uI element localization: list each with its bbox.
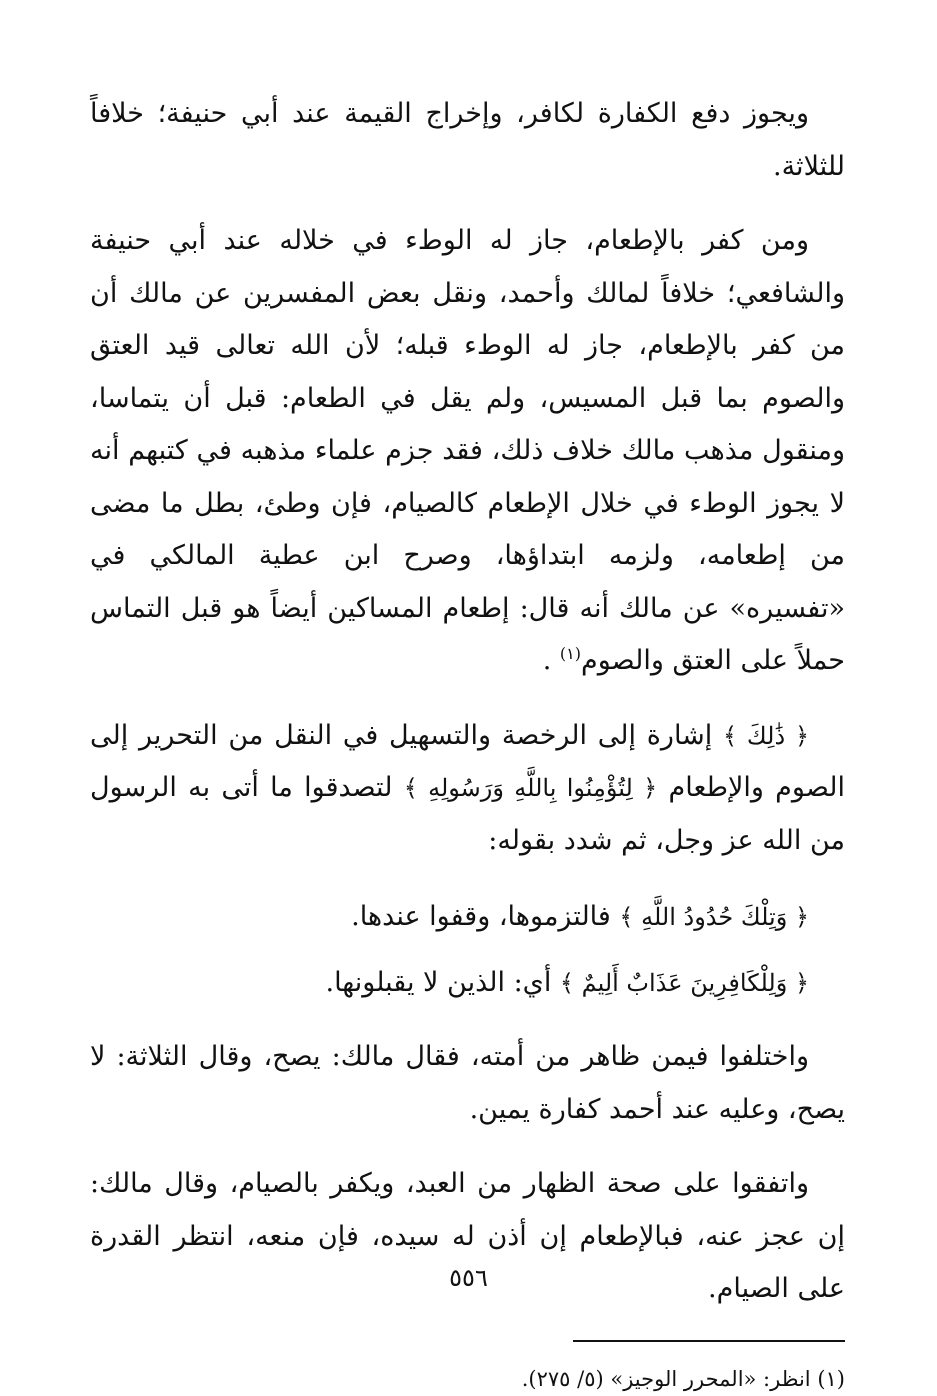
- page-body: [90, 88, 845, 1396]
- quran-verse-kafirin: وَلِلْكَافِرِينَ عَذَابٌ أَلِيمٌ: [573, 969, 795, 997]
- footnote: [90, 1362, 845, 1396]
- footnote-divider: [573, 1340, 845, 1342]
- page-number: ٥٥٦: [449, 1264, 488, 1292]
- verse-line-1: [90, 889, 845, 945]
- paragraph-1: [90, 88, 845, 193]
- paragraph-3-text-b: لتصدقوا ما أتى به الرسول من الله عز وجل، ثم شدد بقوله:: [90, 772, 845, 856]
- quran-bracket-open: ﴿: [794, 903, 809, 931]
- quran-bracket-open: ﴿: [794, 721, 809, 750]
- paragraph-3-text-a: إشارة إلى الرخصة والتسهيل في النقل من التحرير إلى الصوم والإطعام: [90, 719, 845, 803]
- paragraph-4: [90, 1031, 845, 1136]
- quran-bracket-close: ﴾: [723, 721, 738, 750]
- paragraph-2-end: .: [542, 645, 560, 676]
- footnote-text: انظر: «المحرر الوجيز» (٥/ ٢٧٥).: [521, 1366, 818, 1391]
- quran-bracket-open: ﴿: [643, 774, 658, 802]
- quran-bracket-close: ﴾: [619, 903, 634, 931]
- paragraph-3: [90, 710, 845, 868]
- footnote-reference[interactable]: (١): [559, 644, 582, 663]
- footnote-marker: (١): [817, 1366, 845, 1391]
- paragraph-2-text: ومن كفر بالإطعام، جاز له الوطء في خلاله عند أبي حنيفة والشافعي؛ خلافاً لمالك وأحمد، ونقل بعض المفسرين عن مالك أن من كفر بالإطعام، جاز له الوطء قبله؛ لأن الله تعالى قيد العتق والصوم بما قبل المسيس، ولم يقل في الطعام: قبل أن يتماسا، ومنقول مذهب مالك خلاف ذلك، فقد جزم علماء مذهبه في كتبهم أنه لا يجوز الوطء في خلال الإطعام كالصيام، فإن وطئ، بطل ما مضى من إطعامه، ولزمه ابتداؤها، وصرح ابن عطية المالكي في «تفسيره» عن مالك أنه قال: إطعام المساكين أيضاً هو قبل التماس حملاً على العتق والصوم: [90, 225, 845, 676]
- quran-verse-hudud: وَتِلْكَ حُدُودُ اللَّهِ: [633, 903, 795, 931]
- quran-verse-dhalika: ذَٰلِكَ: [737, 721, 795, 750]
- quran-bracket-close: ﴾: [403, 774, 418, 802]
- paragraph-5-text: واتفقوا على صحة الظهار من العبد، ويكفر بالصيام، وقال مالك: إن عجز عنه، فبالإطعام إن أذن له سيده، فإن منعه، انتظر القدرة على الصيام.: [90, 1168, 845, 1304]
- quran-bracket-close: ﴾: [559, 969, 574, 997]
- verse-line-1-text: فالتزموها، وقفوا عندها.: [351, 901, 620, 932]
- quran-verse-li-tuminu: لِتُؤْمِنُوا بِاللَّهِ وَرَسُولِهِ: [417, 774, 644, 802]
- verse-line-2: [90, 955, 845, 1011]
- paragraph-2: [90, 215, 845, 688]
- paragraph-4-text: واختلفوا فيمن ظاهر من أمته، فقال مالك: يصح، وقال الثلاثة: لا يصح، وعليه عند أحمد كفارة يمين.: [90, 1041, 845, 1125]
- verse-line-2-text: أي: الذين لا يقبلونها.: [325, 967, 560, 998]
- paragraph-1-text: ويجوز دفع الكفارة لكافر، وإخراج القيمة عند أبي حنيفة؛ خلافاً للثلاثة.: [90, 98, 845, 182]
- quran-bracket-open: ﴿: [794, 969, 809, 997]
